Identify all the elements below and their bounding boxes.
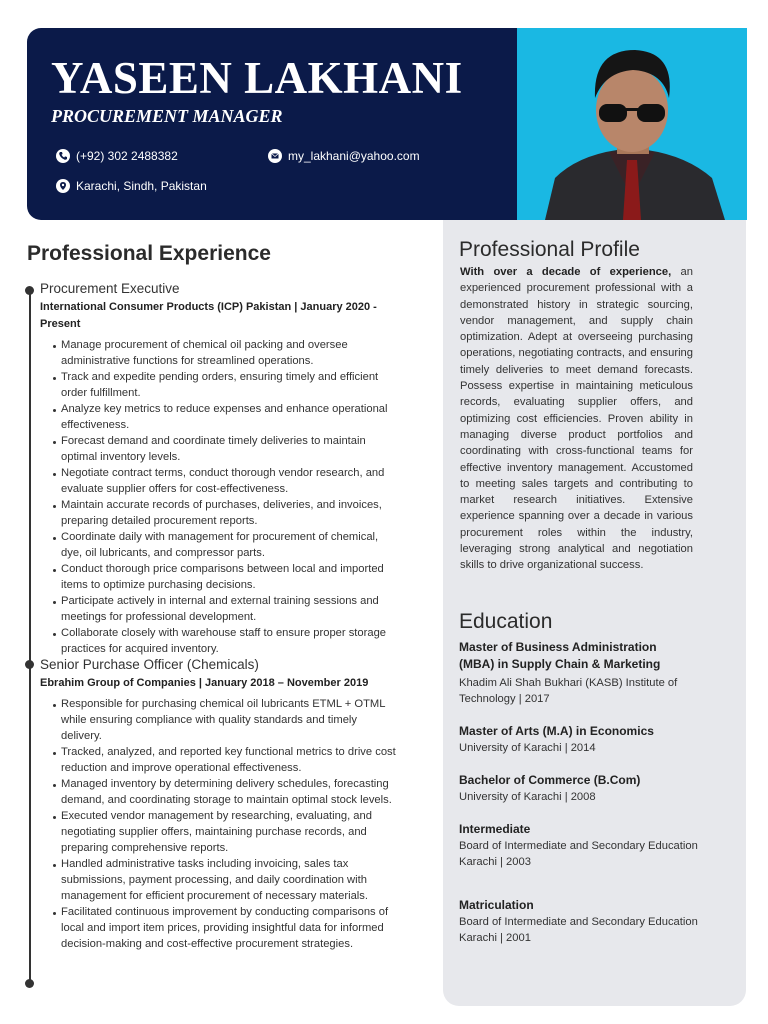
list-item: Responsible for purchasing chemical oil lubricants ETML + OTML while ensuring compliance with quality standards and timely delivery. <box>40 696 400 744</box>
list-item: Forecast demand and coordinate timely deliveries to maintain optimal inventory levels. <box>40 433 400 465</box>
list-item: Coordinate daily with management for procurement of chemical, dye, oil lubricants, and compressor parts. <box>40 529 400 561</box>
email-icon <box>268 149 282 163</box>
timeline-dot <box>25 660 34 669</box>
education-degree: Bachelor of Commerce (B.Com) <box>459 773 641 787</box>
education-school: Board of Intermediate and Secondary Education Karachi | 2003 <box>459 840 698 868</box>
profile-body: an experienced procurement professional with a demonstrated history in strategic sourcing, vendor management, and supply chain optimization. Adept at overseeing purchasing operations, negotiating contracts, and ensuring timely deliveries to meet demand forecasts. Possess expertise in maintaining meticulous records, evaluating supplier offers, and optimizing cost efficiencies. Proven ability in managing diverse product portfolios and coordinating with cross-functional teams for effective inventory management. Accustomed to meeting sales targets and contributing to market research initiatives. Extensive experience spanning over a decade in various procurement roles within the industry, leveraging strong analytical and negotiation skills to drive organizational success. <box>460 266 693 572</box>
timeline-line <box>29 290 31 983</box>
education-school: Board of Intermediate and Secondary Education Karachi | 2001 <box>459 916 698 944</box>
location-pin-icon <box>56 179 70 193</box>
list-item: Facilitated continuous improvement by conducting comparisons of local and import item prices, providing insightful data for informed decision-making and cost-effective procurement strategies. <box>40 904 400 952</box>
list-item: Track and expedite pending orders, ensuring timely and efficient order fulfillment. <box>40 369 400 401</box>
phone-icon <box>56 149 70 163</box>
contact-location <box>56 179 207 193</box>
education-school: University of Karachi | 2014 <box>459 742 596 754</box>
location-text: Karachi, Sindh, Pakistan <box>76 179 207 193</box>
list-item: Maintain accurate records of purchases, deliveries, and invoices, preparing detailed procurement reports. <box>40 497 400 529</box>
education-degree: Matriculation <box>459 898 534 912</box>
job-company: Ebrahim Group of Companies | January 2018 – November 2019 <box>40 677 369 689</box>
candidate-name: YASEEN LAKHANI <box>51 53 463 103</box>
education-item <box>459 897 719 946</box>
list-item: Managed inventory by determining delivery schedules, forecasting demand, and coordinating storage to maintain optimal stock levels. <box>40 776 400 808</box>
education-heading: Education <box>459 610 553 633</box>
education-degree: Master of Arts (M.A) in Economics <box>459 724 654 738</box>
contact-email <box>268 149 420 163</box>
list-item: Executed vendor management by researching, evaluating, and negotiating supplier offers, maintaining purchase records, and preparing comprehensive reports. <box>40 808 400 856</box>
phone-number[interactable]: (+92) 302 2488382 <box>76 149 178 163</box>
education-degree: Master of Business Administration (MBA) in Supply Chain & Marketing <box>459 640 661 671</box>
job-title: PROCUREMENT MANAGER <box>51 106 283 126</box>
job-entry <box>40 281 400 657</box>
list-item: Negotiate contract terms, conduct thorough vendor research, and evaluate supplier offers for cost-effectiveness. <box>40 465 400 497</box>
education-item <box>459 821 719 870</box>
education-degree: Intermediate <box>459 822 531 836</box>
person-portrait-icon <box>517 28 747 220</box>
job-duties <box>40 337 400 657</box>
list-item: Manage procurement of chemical oil packing and oversee administrative functions for streamlined operations. <box>40 337 400 369</box>
job-entry <box>40 657 400 952</box>
email-address[interactable]: my_lakhani@yahoo.com <box>288 149 420 163</box>
list-item: Tracked, analyzed, and reported key functional metrics to drive cost reduction and improve operational effectiveness. <box>40 744 400 776</box>
list-item: Handled administrative tasks including invoicing, sales tax submissions, payment processing, and daily coordination with management for efficient procurement of necessary materials. <box>40 856 400 904</box>
profile-summary <box>460 264 693 574</box>
experience-heading: Professional Experience <box>27 242 271 265</box>
contact-phone <box>56 149 178 163</box>
job-role: Procurement Executive <box>40 281 180 296</box>
education-item <box>459 772 729 805</box>
timeline-dot <box>25 286 34 295</box>
job-role: Senior Purchase Officer (Chemicals) <box>40 657 259 672</box>
profile-heading: Professional Profile <box>459 238 640 261</box>
timeline-dot <box>25 979 34 988</box>
profile-photo <box>517 28 747 220</box>
profile-lead: With over a decade of experience, <box>460 266 672 278</box>
list-item: Collaborate closely with warehouse staff to ensure proper storage practices for acquired inventory. <box>40 625 400 657</box>
education-school: Khadim Ali Shah Bukhari (KASB) Institute of Technology | 2017 <box>459 677 678 705</box>
job-duties <box>40 696 400 952</box>
education-item <box>459 639 689 707</box>
list-item: Analyze key metrics to reduce expenses and enhance operational effectiveness. <box>40 401 400 433</box>
list-item: Conduct thorough price comparisons between local and imported items to optimize purchasing decisions. <box>40 561 400 593</box>
list-item: Participate actively in internal and external training sessions and meetings for professional development. <box>40 593 400 625</box>
education-school: University of Karachi | 2008 <box>459 791 596 803</box>
job-company: International Consumer Products (ICP) Pakistan | January 2020 - Present <box>40 301 377 330</box>
education-item <box>459 723 729 756</box>
